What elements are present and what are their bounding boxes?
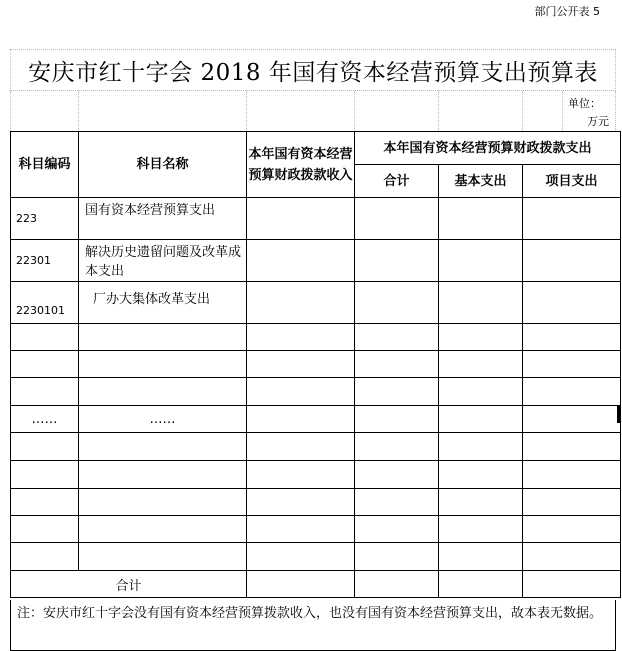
header-income: 本年国有资本经营预算财政拨款收入 [247, 132, 355, 198]
budget-table [10, 131, 621, 598]
table-row [11, 378, 621, 406]
header-basic: 基本支出 [439, 165, 523, 198]
row-code: 22301 [11, 240, 79, 282]
table-reference: 部门公开表 5 [534, 5, 600, 18]
dotted-divider [522, 91, 523, 131]
ellipsis-code: …… [11, 406, 79, 433]
table-row [11, 240, 621, 282]
table-row [11, 543, 621, 571]
ellipsis-name: …… [79, 406, 247, 433]
header-total: 合计 [355, 165, 439, 198]
table-row [11, 406, 621, 433]
dotted-divider [78, 91, 79, 131]
header-project: 项目支出 [523, 165, 621, 198]
unit-row [10, 91, 616, 131]
page-title: 安庆市红十字会 2018 年国有资本经营预算支出预算表 [28, 59, 598, 86]
total-label: 合计 [11, 571, 247, 598]
table-row [11, 489, 621, 516]
header-expense-group: 本年国有资本经营预算财政拨款支出 [355, 132, 621, 165]
table-row [11, 461, 621, 489]
row-name: 解决历史遗留问题及改革成本支出 [79, 240, 247, 282]
table-row [11, 516, 621, 543]
row-code: 223 [11, 198, 79, 240]
unit-value: 万元 [587, 115, 609, 128]
edge-marker [617, 405, 620, 423]
dotted-divider [354, 91, 355, 131]
row-code: 2230101 [11, 282, 79, 324]
header-code: 科目编码 [11, 132, 79, 198]
table-row [11, 198, 621, 240]
dotted-divider [246, 91, 247, 131]
unit-label: 单位： [568, 97, 601, 110]
table-row [11, 351, 621, 378]
footnote: 注：安庆市红十字会没有国有资本经营预算拨款收入，也没有国有资本经营预算支出，故本表无数据。 [10, 600, 616, 651]
header-name: 科目名称 [79, 132, 247, 198]
dotted-divider [438, 91, 439, 131]
table-row [11, 324, 621, 351]
total-row [11, 571, 621, 598]
row-name: 厂办大集体改革支出 [79, 282, 247, 324]
table-row [11, 433, 621, 461]
title-box [10, 49, 616, 91]
dotted-divider [562, 91, 563, 131]
row-name: 国有资本经营预算支出 [79, 198, 247, 240]
table-row [11, 282, 621, 324]
